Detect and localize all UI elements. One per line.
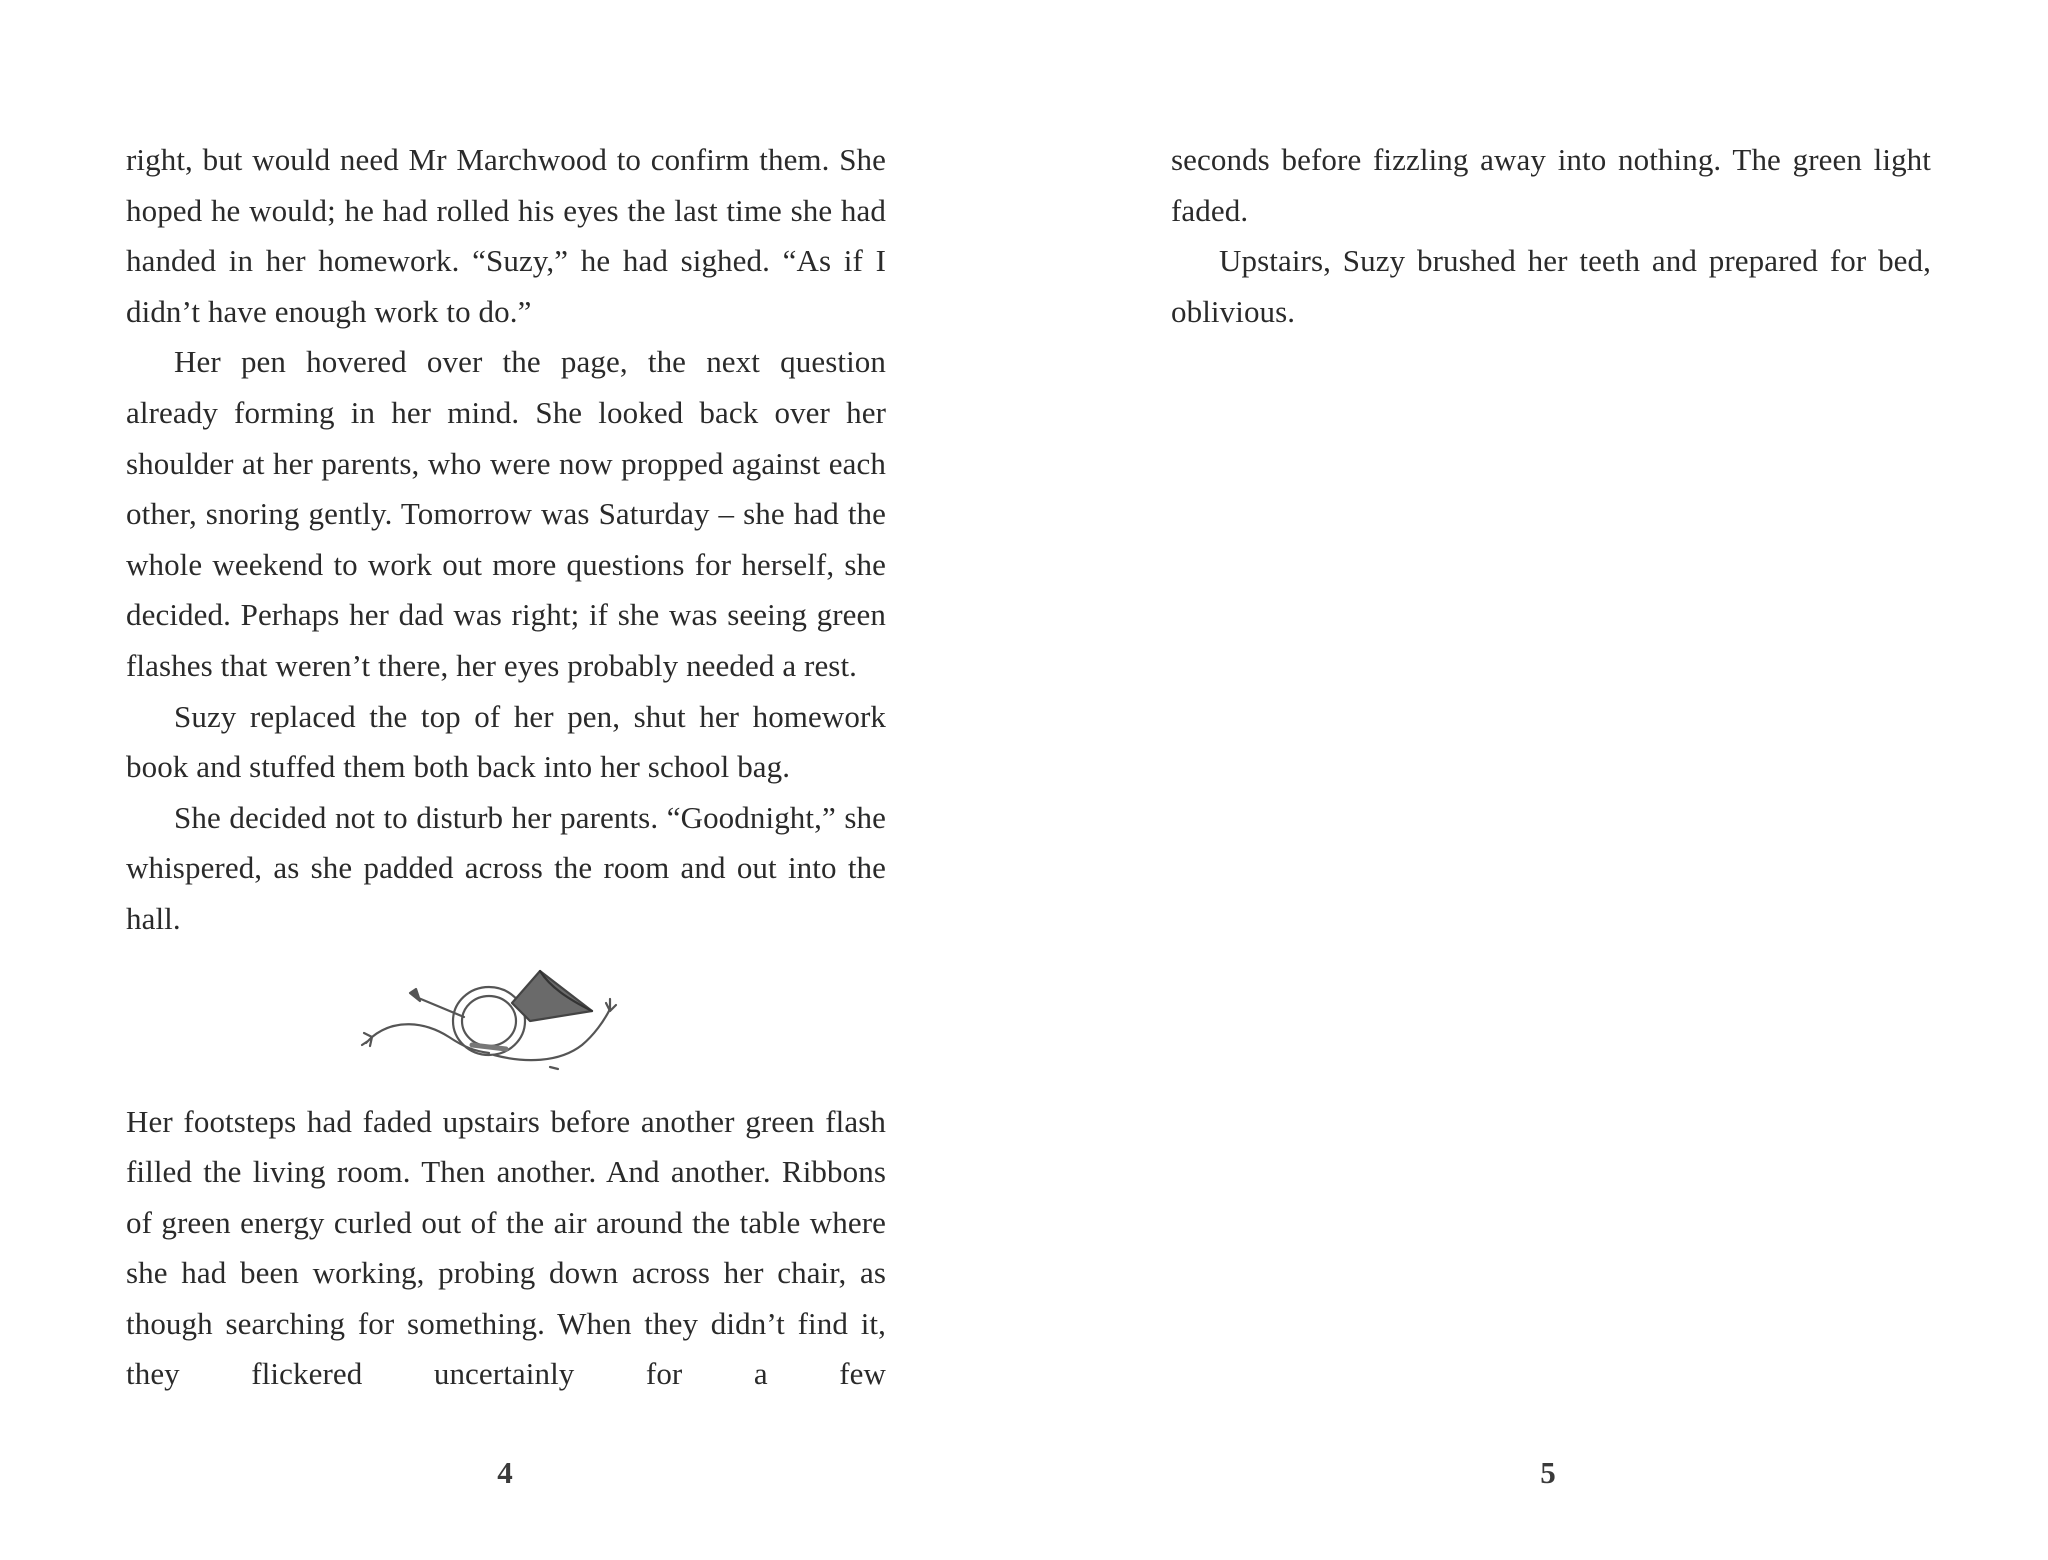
right-paragraph-2: Upstairs, Suzy brushed her teeth and prepared for bed, oblivious. [1171,243,1931,329]
right-page [1171,135,1931,337]
right-paragraph-1: seconds before fizzling away into nothing. The green light faded. [1171,142,1931,228]
left-paragraph-after-break: Her footsteps had faded upstairs before another green flash filled the living room. Then another. And another. Ribbons of green energy curled out of the air around the table where she had been working, probing down across her chair, as though searching for something. When they didn’t find it, they flickered uncertainly for a few [126,1103,886,1392]
page-number-right: 5 [1540,1455,1556,1490]
horn-scene-break-icon [354,959,654,1079]
left-paragraph-4: She decided not to disturb her parents. “Goodnight,” she whispered, as she padded across the room and out into the hall. [126,799,886,936]
left-paragraph-1: right, but would need Mr Marchwood to confirm them. She hoped he would; he had rolled his eyes the last time she had handed in her homework. “Suzy,” he had sighed. “As if I didn’t have enough work to do.” [126,142,886,329]
page-number-left: 4 [497,1455,513,1490]
left-paragraph-2: Her pen hovered over the page, the next question already forming in her mind. She looked back over her shoulder at her parents, who were now propped against each other, snoring gently. Tomorrow was Saturday – she had the whole weekend to work out more questions for herself, she decided. Perhaps her dad was right; if she was seeing green flashes that weren’t there, her eyes probably needed a rest. [126,344,886,683]
left-paragraph-3: Suzy replaced the top of her pen, shut her homework book and stuffed them both back into her school bag. [126,698,886,785]
left-page [126,135,886,1400]
